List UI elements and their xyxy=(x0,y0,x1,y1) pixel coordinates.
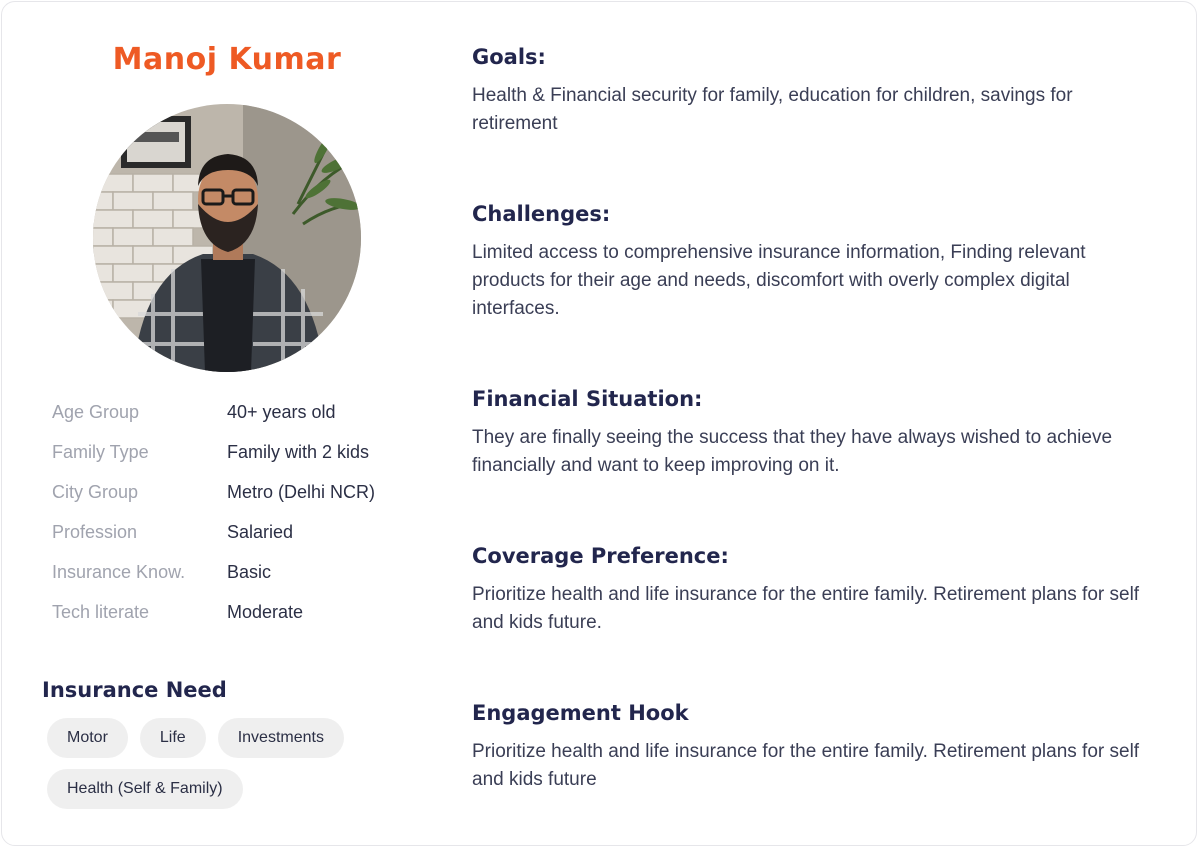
attribute-label: Insurance Know. xyxy=(52,561,186,582)
attribute-row xyxy=(52,392,432,432)
chip-health[interactable]: Health (Self & Family) xyxy=(47,769,243,809)
persona-name: Manoj Kumar xyxy=(112,42,342,77)
section-title: Challenges: xyxy=(472,202,611,226)
chip-life[interactable]: Life xyxy=(140,718,206,758)
attribute-row xyxy=(52,432,432,472)
section-body: Prioritize health and life insurance for the entire family. Retirement plans for self and kids future xyxy=(472,741,1140,790)
section-body: Health & Financial security for family, education for children, savings for retirement xyxy=(472,85,1073,134)
section-challenges xyxy=(472,199,1172,323)
insurance-need-title: Insurance Need xyxy=(42,678,227,702)
persona-attributes xyxy=(52,392,432,632)
persona-card xyxy=(1,1,1197,846)
attribute-value: Family with 2 kids xyxy=(227,441,370,462)
section-financial-situation xyxy=(472,384,1172,480)
chip-investments[interactable]: Investments xyxy=(218,718,344,758)
section-title: Engagement Hook xyxy=(472,701,689,725)
attribute-value: 40+ years old xyxy=(227,401,336,422)
section-coverage-preference xyxy=(472,541,1172,637)
attribute-label: Age Group xyxy=(52,401,140,422)
attribute-value: Metro (Delhi NCR) xyxy=(227,481,376,502)
section-body: They are finally seeing the success that they have always wished to achieve financially and want to keep improving on it. xyxy=(472,427,1113,476)
section-body: Limited access to comprehensive insurance information, Finding relevant products for their age and needs, discomfort with overly complex digital interfaces. xyxy=(472,242,1086,319)
attribute-row xyxy=(52,552,432,592)
attribute-row xyxy=(52,472,432,512)
attribute-value: Moderate xyxy=(227,601,304,622)
attribute-label: Profession xyxy=(52,521,138,542)
attribute-label: Tech literate xyxy=(52,601,150,622)
attribute-value: Basic xyxy=(227,561,272,582)
section-title: Goals: xyxy=(472,45,546,69)
section-goals xyxy=(472,42,1172,138)
section-title: Financial Situation: xyxy=(472,387,703,411)
attribute-row xyxy=(52,512,432,552)
attribute-value: Salaried xyxy=(227,521,294,542)
section-title: Coverage Preference: xyxy=(472,544,729,568)
insurance-need-chips xyxy=(47,718,407,809)
attribute-row xyxy=(52,592,432,632)
attribute-label: Family Type xyxy=(52,441,149,462)
attribute-label: City Group xyxy=(52,481,139,502)
chip-motor[interactable]: Motor xyxy=(47,718,128,758)
section-engagement-hook xyxy=(472,698,1172,794)
section-body: Prioritize health and life insurance for the entire family. Retirement plans for self and kids future. xyxy=(472,584,1140,633)
person-photo-icon xyxy=(93,104,361,372)
